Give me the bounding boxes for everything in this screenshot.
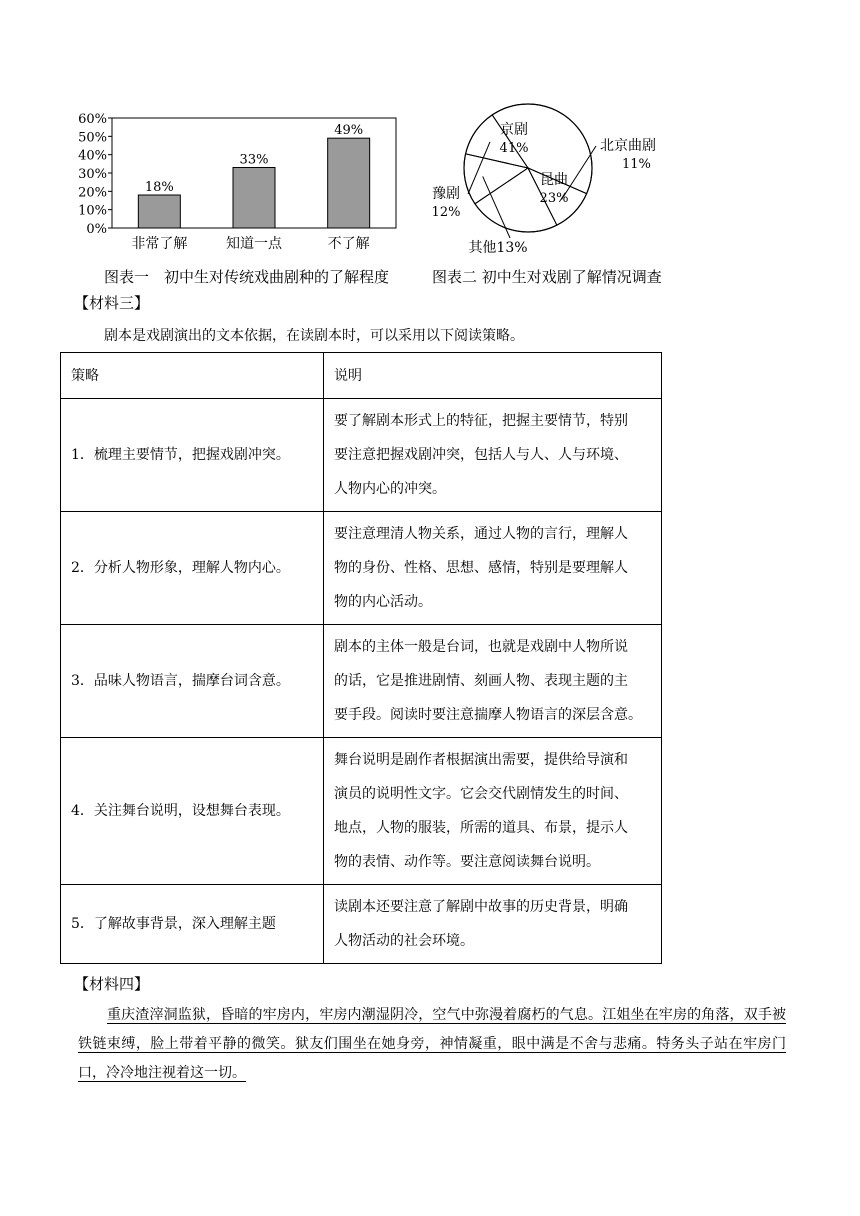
table-header-row	[61, 353, 662, 399]
material3-intro: 剧本是戏剧演出的文本依据，在读剧本时，可以采用以下阅读策略。	[104, 328, 524, 344]
explanation-line: 舞台说明是剧作者根据演出需要，提供给导演和	[334, 752, 628, 768]
strategy-table	[60, 352, 662, 964]
explanation-line: 物的表情、动作等。要注意阅读舞台说明。	[334, 854, 600, 870]
explanation-cell	[324, 885, 662, 964]
y-tick-label: 40%	[78, 148, 107, 164]
bar	[328, 138, 370, 228]
x-tick-label: 不了解	[327, 236, 370, 252]
explanation-line: 人物活动的社会环境。	[334, 933, 474, 949]
y-tick-label: 50%	[78, 130, 107, 146]
pie-label: 其他13%	[468, 240, 528, 256]
pie-label: 北京曲剧	[600, 138, 656, 154]
table-row	[61, 512, 662, 625]
table-row	[61, 738, 662, 885]
pie-label: 昆曲	[540, 172, 568, 188]
strategy-cell: 1．梳理主要情节，把握戏剧冲突。	[61, 399, 324, 512]
explanation-line: 物的身份、性格、思想、感情，特别是要理解人	[334, 560, 628, 576]
explanation-line: 要注意把握戏剧冲突，包括人与人、人与环境、	[334, 447, 628, 463]
table-row	[61, 625, 662, 738]
material3-heading: 【材料三】	[74, 294, 150, 312]
y-tick-label: 30%	[78, 167, 107, 182]
explanation-cell	[324, 738, 662, 885]
pie-pct-label: 11%	[622, 157, 651, 172]
y-tick-label: 0%	[86, 222, 107, 237]
pie-pct-label: 12%	[431, 205, 461, 220]
table-row	[61, 399, 662, 512]
bar-chart	[70, 108, 410, 258]
y-tick-label: 60%	[78, 112, 107, 127]
pie-chart-caption: 图表二 初中生对戏剧了解情况调查	[432, 268, 662, 286]
explanation-cell	[324, 399, 662, 512]
explanation-line: 要手段。阅读时要注意揣摩人物语言的深层含意。	[334, 707, 642, 723]
strategy-cell: 2．分析人物形象，理解人物内心。	[61, 512, 324, 625]
header-explanation: 说明	[324, 353, 662, 399]
pie-label: 豫剧	[432, 186, 460, 202]
bar-data-label: 18%	[144, 180, 174, 195]
explanation-line: 的话，它是推进剧情、刻画人物、表现主题的主	[334, 673, 628, 689]
y-tick-label: 10%	[78, 203, 107, 219]
explanation-line: 剧本的主体一般是台词，也就是戏剧中人物所说	[334, 639, 628, 655]
explanation-line: 人物内心的冲突。	[334, 481, 446, 497]
material4-heading: 【材料四】	[74, 975, 150, 993]
explanation-line: 要注意理清人物关系，通过人物的言行，理解人	[334, 526, 628, 542]
explanation-line: 读剧本还要注意了解剧中故事的历史背景，明确	[334, 899, 628, 915]
bar	[233, 168, 275, 229]
pie-pct-label: 23%	[539, 191, 569, 206]
bar-data-label: 33%	[239, 152, 269, 168]
pie-pct-label: 41%	[499, 141, 529, 156]
x-tick-label: 非常了解	[131, 236, 188, 252]
pie-chart	[418, 100, 678, 260]
table-row	[61, 885, 662, 964]
explanation-cell	[324, 512, 662, 625]
explanation-line: 演员的说明性文字。它会交代剧情发生的时间、	[334, 786, 628, 802]
material4-paragraph: 重庆渣滓洞监狱，昏暗的牢房内，牢房内潮湿阴冷，空气中弥漫着腐朽的气息。江姐坐在牢房的角落，双手被铁链束缚，脸上带着平静的微笑。狱友们围坐在她身旁，神情凝重，眼中满是不舍与悲痛。特务头子站在牢房门口，冷冷地注视着这一切。	[78, 1007, 786, 1081]
explanation-line: 要了解剧本形式上的特征，把握主要情节，特别	[334, 413, 628, 429]
bar-chart-caption: 图表一 初中生对传统戏曲剧种的了解程度	[104, 268, 390, 286]
bar	[138, 195, 180, 228]
explanation-line: 物的内心活动。	[334, 594, 432, 610]
strategy-cell: 3．品味人物语言，揣摩台词含意。	[61, 625, 324, 738]
header-strategy: 策略	[61, 353, 324, 399]
y-tick-label: 20%	[78, 185, 107, 201]
explanation-line: 地点，人物的服装，所需的道具、布景，提示人	[334, 820, 628, 836]
bar-data-label: 49%	[334, 123, 364, 139]
explanation-cell	[324, 625, 662, 738]
pie-label: 京剧	[500, 122, 528, 138]
strategy-cell: 4．关注舞台说明，设想舞台表现。	[61, 738, 324, 885]
strategy-cell: 5．了解故事背景，深入理解主题	[61, 885, 324, 964]
x-tick-label: 知道一点	[226, 236, 282, 252]
